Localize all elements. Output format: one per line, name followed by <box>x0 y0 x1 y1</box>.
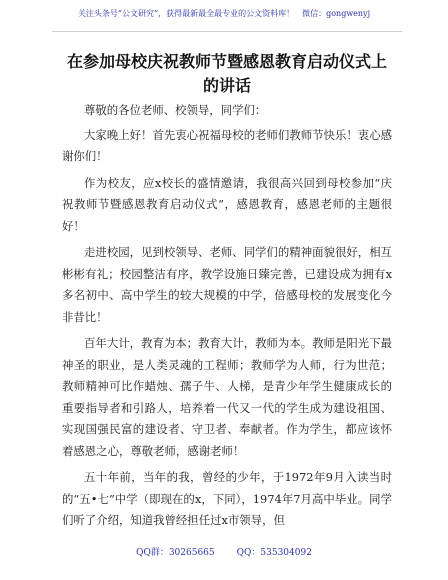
footer-qq-contact: QQ：535304092 <box>236 548 312 558</box>
document-body <box>62 100 392 537</box>
body-paragraph: 大家晚上好！首先衷心祝福母校的老师们教师节快乐！衷心感谢你们！ <box>62 127 392 163</box>
body-paragraph: 作为校友，应x校长的盛情邀请，我很高兴回到母校参加“庆祝教师节暨感恩教育启动仪式”，感恩教育，感恩老师的主题很好！ <box>62 175 392 233</box>
document-title: 在参加母校庆祝教师节暨感恩教育启动仪式上的讲话 <box>66 52 387 95</box>
salutation-paragraph: 尊敬的各位老师、校领导，同学们： <box>84 103 267 117</box>
body-paragraph: 五十年前，当年的我，曾经的少年，于1972年9月入读当时的“五•七”中学（即现在的x，下同），1974年7月高中毕业。同学们听了介绍，知道我曾经担任过x市领导，但 <box>62 470 392 527</box>
body-paragraph: 百年大计，教育为本；教育大计，教师为本。教师是阳光下最神圣的职业，是人类灵魂的工程师；教师学为人师，行为世范；教师精神可比作蜡烛、孺子牛、人梯，是青少年学生健康成长的重要指导者和引路人，培养着一代又一代的学生成为建设祖国、实现国强民富的建设者、守卫者、奉献者。作为学生，都应该怀着感恩之心，尊敬老师，感谢老师！ <box>62 336 392 458</box>
footer-banner <box>0 546 448 560</box>
header-banner: 关注头条号“公文研究”，获得最新最全最专业的公文资料库！ 微信：gongwenyj <box>77 9 371 18</box>
footer-qq-group: QQ群：30265665 <box>136 548 215 558</box>
header-divider <box>52 31 402 32</box>
body-paragraph: 走进校园，见到校领导、老师、同学们的精神面貌很好，相互彬彬有礼；校园整洁有序，教学设施日臻完善，已建设成为拥有x多名初中、高中学生的较大规模的中学，倍感母校的发展变化今非昔比！ <box>62 245 392 324</box>
